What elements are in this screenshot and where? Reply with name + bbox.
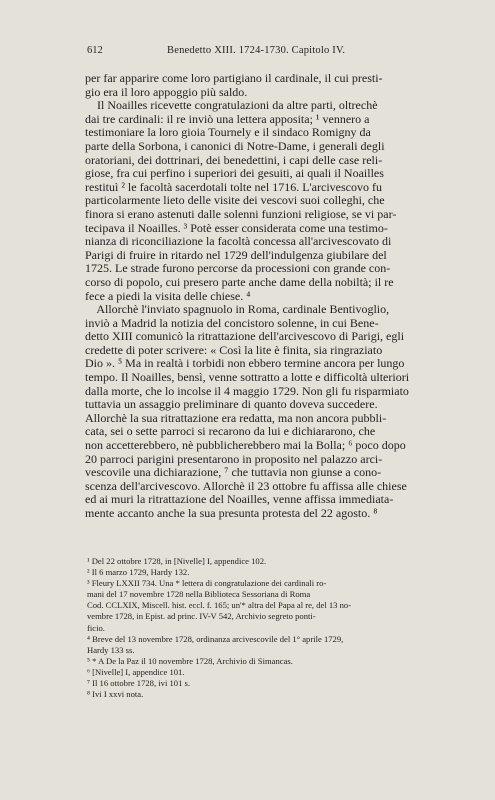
text-line: detto XIII comunicò la ritrattazione dell'arcivescovo di Parigi, egli [85, 329, 405, 344]
text-line: non accetterebbero, nè pubblicherebbero mai la Bolla; ⁶ poco dopo [85, 438, 406, 453]
text-line: vescovile una dichiarazione, ⁷ che tuttavia non giunse a cono- [85, 465, 382, 480]
footnote-line: ⁸ Ivi I xxvi nota. [87, 689, 144, 700]
footnote-line: vembre 1728, in Epist. ad princ. IV-V 542, Archivio segreto ponti- [87, 611, 316, 622]
text-line: dalla morte, che lo incolse il 4 maggio 1729. Non gli fu risparmiato [85, 383, 409, 398]
text-line: nianza di riconciliazione la facoltà concessa all'arcivescovato di [85, 234, 392, 249]
text-line: gio era il loro appoggio più saldo. [85, 84, 248, 99]
footnote-line: ⁶ [Nivelle] I, appendice 101. [87, 666, 185, 677]
text-line: credette di poter scrivere: « Così la lite è finita, sia ringraziato [85, 342, 383, 357]
text-line: fece a piedi la visita delle chiese. ⁴ [85, 288, 251, 303]
footnote-line: ¹ Del 22 ottobre 1728, in [Nivelle] I, appendice 102. [87, 556, 267, 566]
footnote-line: ² Il 6 marzo 1729, Hardy 132. [87, 567, 190, 578]
text-line: Dio ». ⁵ Ma in realtà i torbidi non ebbero termine ancora per lungo [85, 356, 405, 371]
text-line: Allorchè l'inviato spagnuolo in Roma, cardinale Bentivoglio, [85, 302, 390, 317]
footnote-line: ⁴ Breve del 13 novembre 1728, ordinanza arcivescovile del 1° aprile 1729, [87, 633, 344, 644]
text-line: corso di popolo, cui presero parte anche dame della nobiltà; il re [85, 274, 394, 289]
running-title: Benedetto XIII. 1724-1730. Capitolo IV. [167, 45, 346, 56]
text-line: cata, sei o sette parroci si recarono da lui e dichiararono, che [85, 424, 376, 439]
text-line: inviò a Madrid la notizia del concistoro solenne, in cui Bene- [85, 315, 379, 330]
text-line: Parigi di fruire in ritardo nel 1729 dell'indulgenza giubilare del [85, 247, 387, 262]
text-line: 1725. Le strade furono percorse da processioni con grande con- [85, 261, 391, 276]
text-line: ed ai muri la ritrattazione del Noailles, venne affissa immediata- [85, 492, 394, 507]
text-line: oratoriani, dei dottrinari, dei benedettini, i capi delle case reli- [85, 152, 383, 167]
footnote-line: ⁷ Il 16 ottobre 1728, ivi 101 s. [87, 678, 191, 689]
footnote-line: Hardy 133 ss. [87, 644, 135, 655]
footnote-line: ficio. [87, 622, 105, 633]
page-number: 612 [87, 45, 103, 56]
text-line: per far apparire come loro partigiano il cardinale, il cui presti- [85, 71, 383, 85]
text-line: restituì ² le facoltà sacerdotali tolte nel 1716. L'arcivescovo fu [85, 179, 382, 194]
main-text [85, 72, 460, 521]
text-line: finora si erano astenuti dalle solenni funzioni religiose, se vi par- [85, 206, 397, 221]
text-line: Il Noailles ricevette congratulazioni da altre parti, oltrechè [85, 98, 378, 113]
text-line: Allorchè la sua ritrattazione era redatta, ma non ancora pubbli- [85, 410, 387, 425]
footnote-line: Cod. CCLXIX, Miscell. hist. eccl. f. 165; un'* altra del Papa al re, del 13 no- [87, 600, 352, 611]
text-line: mente accanto anche la sua presunta protesta del 22 agosto. ⁸ [85, 506, 378, 520]
text-line: tempo. Il Noailles, bensì, venne sottratto a lotte e difficoltà ulteriori [85, 370, 410, 385]
text-line: tecipava il Noailles. ³ Potè esser considerata come una testimo- [85, 220, 388, 235]
footnotes [87, 556, 459, 700]
footnote-line: ³ Fleury LXXII 734. Una * lettera di congratulazione dei cardinali ro- [87, 578, 327, 589]
text-line: scenza dell'arcivescovo. Allorchè il 23 ottobre fu affissa alle chiese [85, 478, 407, 493]
text-line: dai tre cardinali: il re inviò una lettera apposita; ¹ vennero a [85, 111, 370, 126]
text-line: tuttavia un assaggio preliminare di quanto doveva succedere. [85, 397, 378, 412]
text-line: 20 parroci parigini presentarono in proposito nel palazzo arci- [85, 451, 383, 466]
text-line: parte della Sorbona, i canonici di Notre-Dame, i generali degli [85, 138, 385, 153]
text-line: giose, fra cui perfino i superiori dei gesuiti, ai quali il Noailles [85, 166, 384, 181]
footnote-line: ⁵ * A De la Paz il 10 novembre 1728, Archivio di Simancas. [87, 655, 293, 666]
text-line: particolarmente lieto delle visite dei vescovi suoi colleghi, che [85, 193, 385, 208]
text-line: testimoniare la loro gioia Tournely e il sindaco Romigny da [85, 125, 371, 140]
footnote-line: mani del 17 novembre 1728 nella Biblioteca Sessoriana di Roma [87, 589, 311, 600]
